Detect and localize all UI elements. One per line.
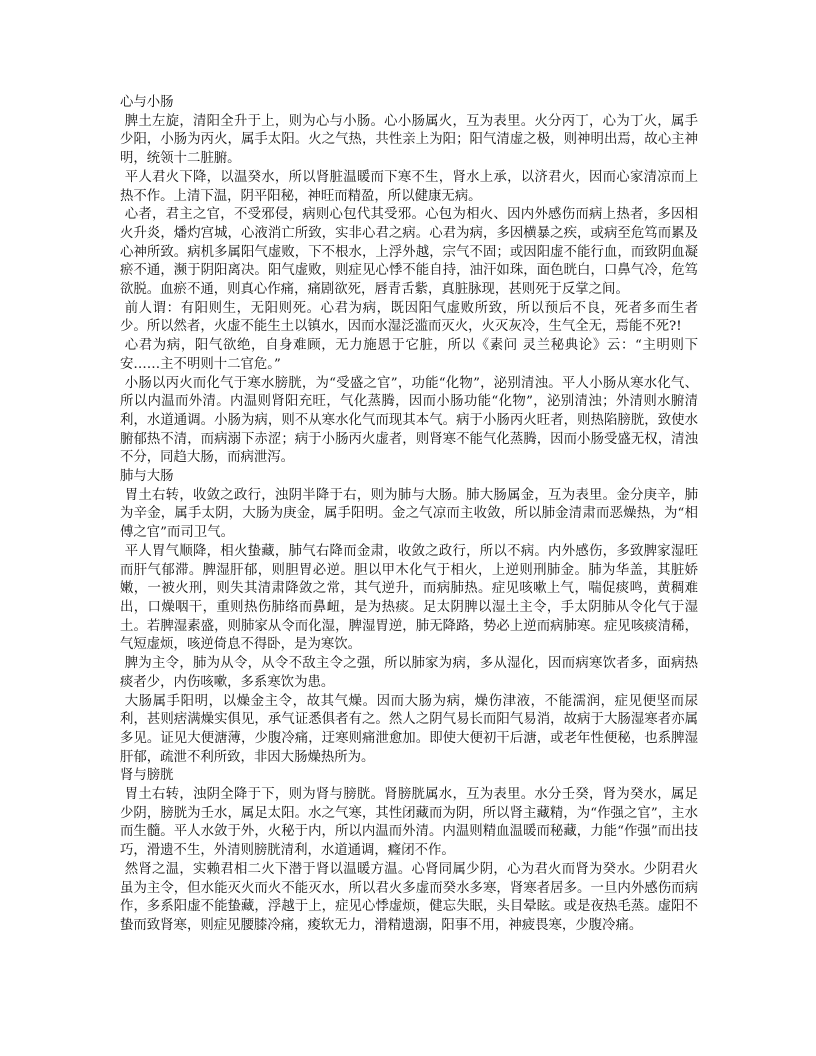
section-heading: 心与小肠	[120, 95, 174, 110]
paragraph: 胃土右转，浊阴全降于下，则为肾与膀胱。肾膀胱属水，互为表里。水分壬癸，肾为癸水，属足少阴，膀胱为壬水，属足太阳。水之气寒，其性闭藏而为阴，所以肾主藏精，为“作强之官”，主水而生髓。平人水敛于外，火秘于内，所以内温而外清。内温则精血温暖而秘藏，力能“作强”而出技巧，滑遗不生，外清则膀胱清利，水道通调，癃闭不作。	[120, 787, 698, 859]
section-heading: 肾与膀胱	[120, 768, 174, 784]
document-page	[120, 94, 698, 936]
paragraph: 脾土左旋，清阳全升于上，则为心与小肠。心小肠属火，互为表里。火分丙丁，心为丁火，属手少阳，小肠为丙火，属手太阳。火之气热，共性亲上为阳；阳气清虚之极，则神明出焉，故心主神明，统领十二脏腑。	[120, 113, 698, 167]
section-heading: 肺与大肠	[120, 469, 174, 485]
paragraph: 胃土右转，收敛之政行，浊阴半降于右，则为肺与大肠。肺大肠属金，互为表里。金分庚辛，肺为辛金，属手太阴，大肠为庚金，属手阳明。金之气凉而主收敛，所以肺金清肃而恶燥热，为“相傅之官”而司卫气。	[120, 487, 698, 541]
paragraph: 小肠以丙火而化气于寒水膀胱，为“受盛之官”，功能“化物”，泌别清浊。平人小肠从寒水化气、所以内温而外清。内温则肾阳充旺，气化蒸腾，因而小肠功能“化物”，泌别清浊；外清则水腑清利，水道通调。小肠为病，则不从寒水化气而现其本气。病于小肠丙火旺者，则热陷膀胱，致使水腑郁热不清，而病溺下赤涩；病于小肠丙火虚者，则肾寒不能气化蒸腾，因而小肠受盛无权，清浊不分，同趋大肠，而病泄泻。	[120, 375, 698, 466]
paragraph: 大肠属手阳明，以燥金主令，故其气燥。因而大肠为病，燥伤津液，不能濡润，症见便坚而尿利，甚则痞满燥实俱见，承气证悉俱者有之。然人之阴气易长而阳气易消，故病于大肠湿寒者亦属多见。证见大便溏薄，少腹冷痛，迂寒则痛泄愈加。即使大便初干后溏，或老年性便秘，也系脾湿肝郁，疏泄不利所致，非因大肠燥热所为。	[120, 693, 698, 765]
section-lung-large-intestine	[120, 468, 698, 767]
paragraph: 平人胃气顺降，相火蛰藏，肺气右降而金肃，收敛之政行，所以不病。内外感伤，多致脾家湿旺而肝气郁滞。脾湿肝郁，则胆胃必逆。胆以甲木化气于相火，上逆则刑肺金。肺为华盖，其脏娇嫩，一被火刑，则失其清肃降敛之常，其气逆升，而病肺热。症见咳嗽上气，喘促痰鸣，黄稠难出，口燥咽干，重则热伤肺络而鼻衄，是为热痰。足太阴脾以湿土主令，手太阴肺从令化气于湿土。若脾湿素盛，则肺家从令而化湿，脾湿胃逆，肺无降路，势必上逆而病肺寒。症见咳痰清稀，气短虚烦，咳逆倚息不得卧，是为寒饮。	[120, 543, 698, 653]
paragraph: 脾为主令，肺为从令，从令不敌主令之强，所以肺家为病，多从湿化，因而病寒饮者多，面病热痰者少，内伤咳嗽，多系寒饮为患。	[120, 656, 698, 690]
section-kidney-bladder	[120, 767, 698, 935]
section-heart-small-intestine	[120, 94, 698, 468]
paragraph: 平人君火下降，以温癸水，所以肾脏温暖而下寒不生，肾水上承，以济君火，因而心家清凉而上热不作。上清下温，阴平阳秘，神旺而精盈，所以健康无病。	[120, 169, 698, 204]
paragraph: 然肾之温，实赖君相二火下潜于肾以温暖方温。心肾同属少阴，心为君火而肾为癸水。少阴君火虽为主令，但水能灭火而火不能灭水，所以君火多虚而癸水多寒，肾寒者居多。一旦内外感伤而病作，多系阳虚不能蛰藏，浮越于上，症见心悸虚烦，健忘失眠，头目晕眩。或是夜热毛蒸。虚阳不蛰而致肾寒，则症见腰膝冷痛，痠软无力，滑精遗溺，阳事不用，神疲畏寒，少腹冷痛。	[120, 861, 698, 933]
paragraph: 前人谓：有阳则生，无阳则死。心君为病，既因阳气虚败所致，所以预后不良，死者多而生者少。所以然者，火虚不能生土以镇水，因而水湿泛滥而灭火，火灭灰冷，生气全无，焉能不死?!	[120, 300, 698, 335]
paragraph: 心君为病，阳气欲绝，自身难顾，无力施恩于它脏，所以《素问 灵兰秘典论》云：“主明则下安……主不明则十二官危。”	[120, 338, 698, 372]
paragraph: 心者，君主之官，不受邪侵，病则心包代其受邪。心包为相火、因内外感伤而病上热者，多因相火升炎，燔灼宫城，心液消亡所致，实非心君之病。心君为病，多因横暴之疾，或病至危笃而累及心神所致。病机多属阳气虚败，下不根水，上浮外越，宗气不固；或因阳虚不能行血，而致阴血凝瘀不通，濒于阴阳离决。阳气虚败，则症见心悸不能自持，油汗如珠，面色晄白，口鼻气冷，危笃欲脱。血瘀不通，则真心作痛，痛剧欲死，唇青舌紫，真脏脉现，甚则死于反掌之间。	[120, 207, 698, 298]
